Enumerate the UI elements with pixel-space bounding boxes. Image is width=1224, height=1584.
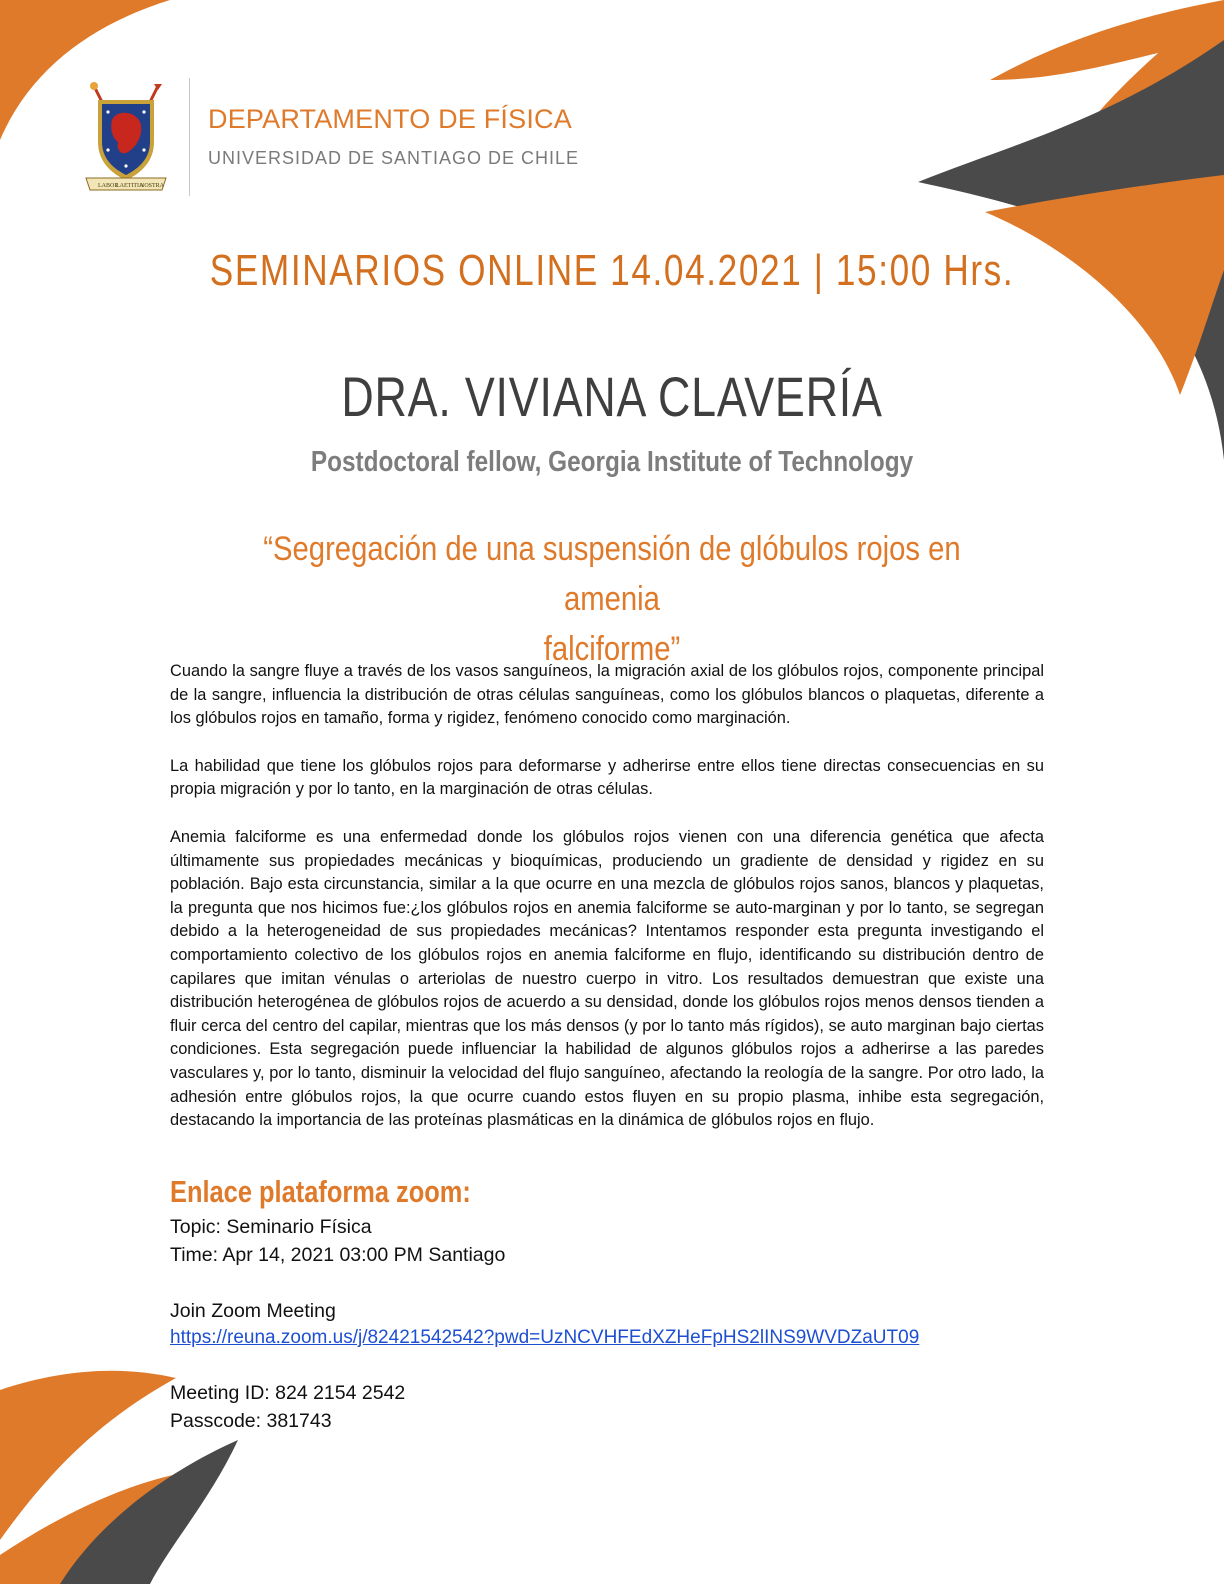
zoom-time: Time: Apr 14, 2021 03:00 PM Santiago	[170, 1244, 506, 1266]
zoom-meeting-id: Meeting ID: 824 2154 2542	[170, 1382, 406, 1404]
speaker-name: DRA. VIVIANA CLAVERÍA	[341, 365, 883, 428]
crest-motto-3: NOSTRA	[140, 183, 165, 189]
crest-motto-1: LABOR	[98, 183, 119, 189]
talk-title-line-2: falciforme”	[543, 630, 681, 668]
zoom-topic: Topic: Seminario Física	[170, 1216, 372, 1238]
abstract	[170, 660, 1044, 1157]
talk-title-line-1: “Segregación de una suspensión de glóbulos rojos en amenia	[263, 530, 961, 618]
university-crest-logo	[82, 80, 170, 194]
university-name: UNIVERSIDAD DE SANTIAGO DE CHILE	[208, 148, 580, 168]
abstract-paragraph-3: Anemia falciforme es una enfermedad donde los glóbulos rojos vienen con una diferencia genética que afecta últimamente sus propiedades mecánicas y bioquímicas, produciendo un gradiente de densidad y rigidez en su población. Bajo esta circunstancia, similar a la que ocurre en una mezcla de glóbulos rojos sanos, blancos y plaquetas, la pregunta que nos hicimos fue:¿los glóbulos rojos en anemia falciforme se auto-marginan y por lo tanto, se segregan debido a la heterogeneidad de sus propiedades mecánicas? Intentamos responder esta pregunta investigando el comportamiento colectivo de los glóbulos rojos en anemia falciforme en flujo, identificando su distribución dentro de capilares que imitan vénulas o arteriolas de nuestro cuerpo in vitro. Los resultados demuestran que existe una distribución heterogénea de glóbulos rojos de acuerdo a su densidad, donde los glóbulos rojos menos densos tienden a fluir cerca del centro del capilar, mientras que los más densos (y por lo tanto más rígidos), se auto marginan bajo ciertas condiciones. Esta segregación puede influenciar la habilidad de algunos glóbulos rojos a adherirse a las paredes vasculares y, por lo tanto, disminuir la velocidad del flujo sanguíneo, afectando la reología de la sangre. Por otro lado, la adhesión entre glóbulos rojos, la que ocurre cuando estos fluyen en su propio plasma, inhibe esta segregación, destacando la importancia de las proteínas plasmáticas en la dinámica de glóbulos rojos en flujo.	[170, 827, 1044, 1130]
speaker-affiliation: Postdoctoral fellow, Georgia Institute of Technology	[310, 446, 914, 478]
department-name: DEPARTAMENTO DE FÍSICA	[208, 104, 572, 134]
abstract-paragraph-2: La habilidad que tiene los glóbulos rojos para deformarse y adherirse entre ellos tiene directas consecuencias en su propia migración y por lo tanto, en la marginación de otras células.	[170, 756, 1044, 799]
header-divider	[189, 78, 190, 196]
abstract-paragraph-1: Cuando la sangre fluye a través de los vasos sanguíneos, la migración axial de los glóbulos rojos, componente principal de la sangre, influencia la distribución de otras células sanguíneas, como los glóbulos blancos o plaquetas, diferente a los glóbulos rojos en tamaño, forma y rigidez, fenómeno conocido como marginación.	[170, 662, 1044, 728]
talk-title	[232, 524, 992, 674]
crest-motto-2: LAETITIA	[116, 183, 144, 189]
zoom-join-label: Join Zoom Meeting	[170, 1300, 336, 1322]
zoom-passcode: Passcode: 381743	[170, 1410, 332, 1432]
zoom-meeting-link[interactable]: https://reuna.zoom.us/j/82421542542?pwd=UzNCVHFEdXZHeFpHS2lINS9WVDZaUT09	[170, 1327, 920, 1348]
seminar-headline: SEMINARIOS ONLINE 14.04.2021 | 15:00 Hrs.	[209, 246, 1015, 295]
zoom-heading: Enlace plataforma zoom:	[170, 1174, 471, 1209]
